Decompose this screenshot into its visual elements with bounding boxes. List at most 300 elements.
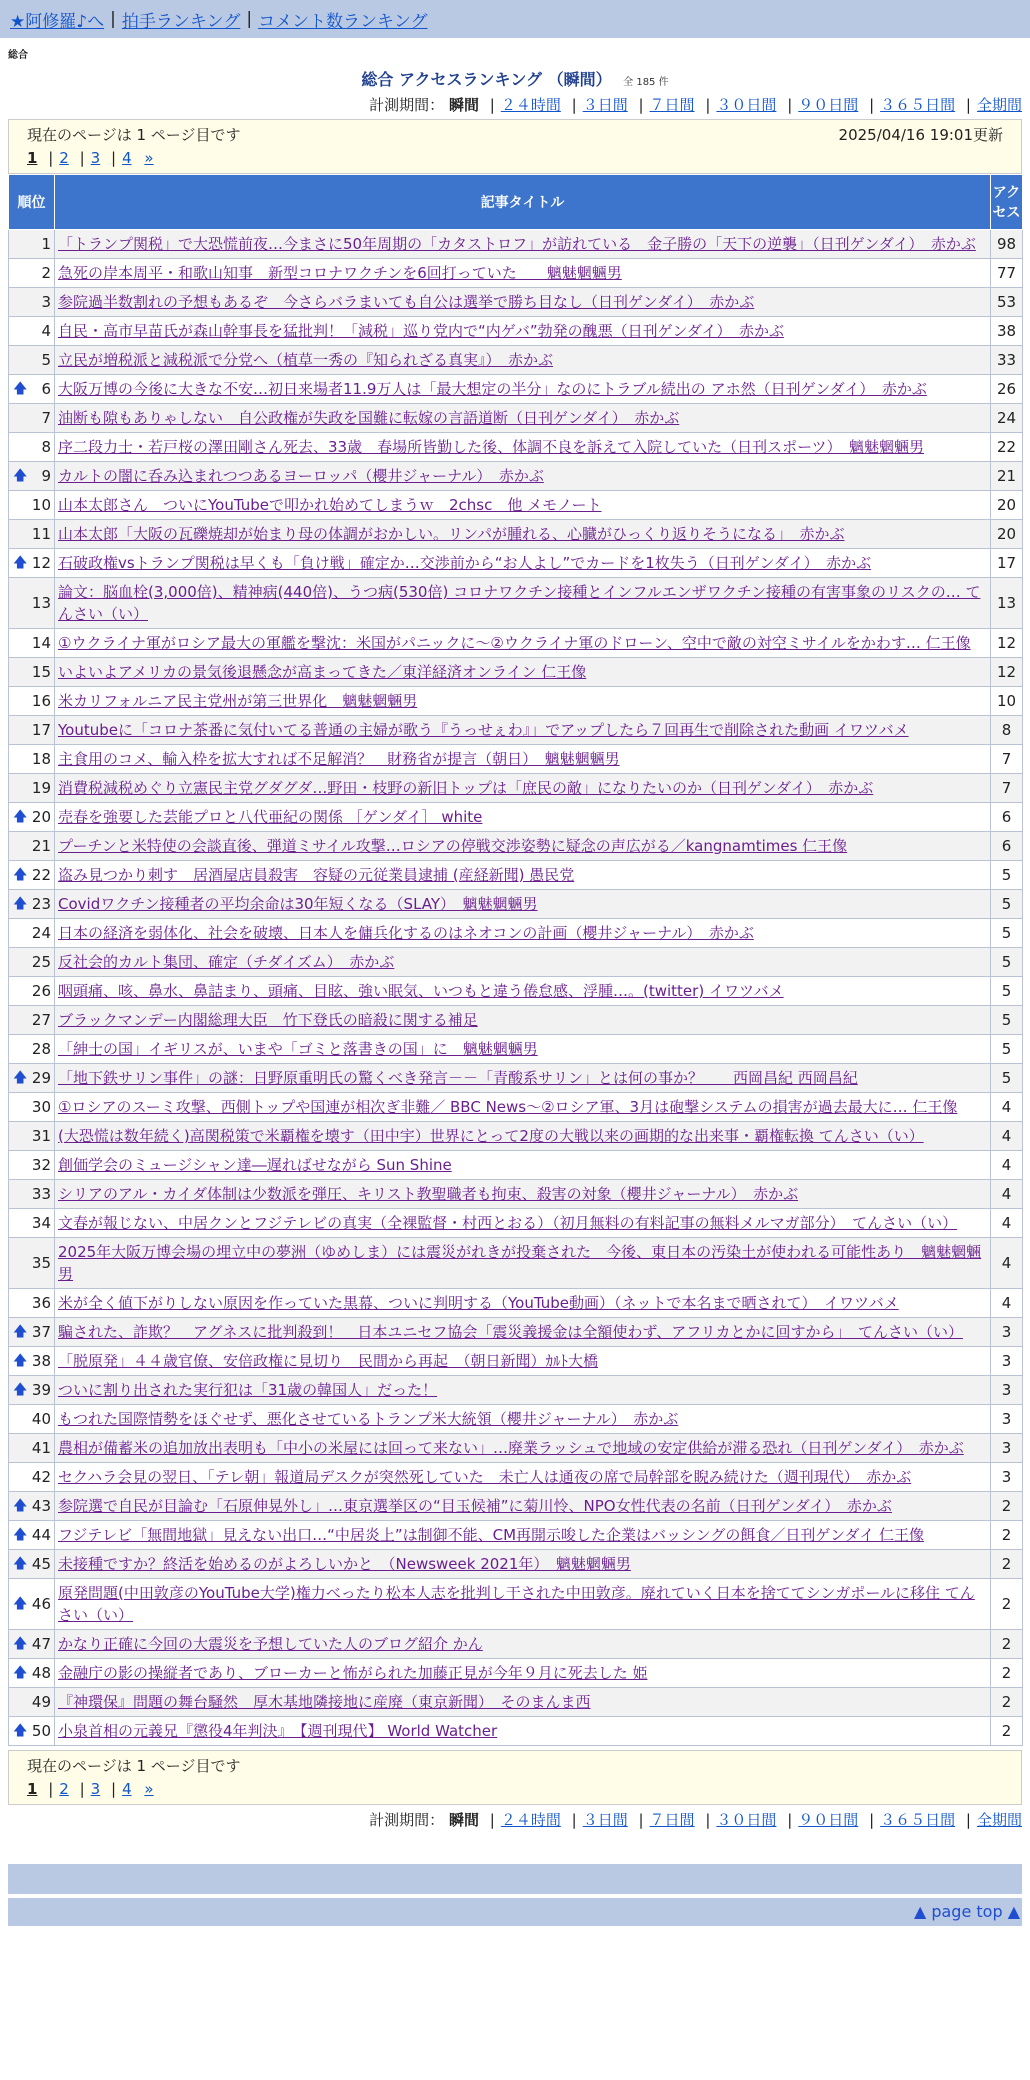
table-row <box>9 1550 1023 1579</box>
article-link[interactable]: 消費税減税めぐり立憲民主党グダグダ…野田・枝野の新旧トップは「庶民の敵」になりたいのか（日刊ゲンダイ） 赤かぶ <box>58 779 874 797</box>
article-link[interactable]: 未接種ですか？終活を始めるのがよろしいかと （Newsweek 2021年） 魑魅魍魎男 <box>58 1555 631 1573</box>
rank-number: 35 <box>31 1254 51 1272</box>
rank-cell <box>9 230 55 259</box>
article-link[interactable]: 盗み見つかり刺す 居酒屋店員殺害 容疑の元従業員逮捕 (産経新聞) 愚民党 <box>58 866 575 884</box>
header-rank: 順位 <box>9 175 55 230</box>
access-count: 5 <box>991 1006 1023 1035</box>
article-link[interactable]: プーチンと米特使の会談直後、弾道ミサイル攻撃…ロシアの停戦交渉姿勢に疑念の声広がる／kangnamtimes 仁王像 <box>58 837 848 855</box>
title-cell <box>55 948 991 977</box>
article-link[interactable]: 石破政権vsトランプ関税は早くも「負け戦」確定か…交渉前から“お人よし”でカードを1枚失う（日刊ゲンダイ） 赤かぶ <box>58 554 872 572</box>
title-cell <box>55 1550 991 1579</box>
rank-number: 12 <box>31 554 51 572</box>
article-link[interactable]: 日本の経済を弱体化、社会を破壊、日本人を傭兵化するのはネオコンの計画（櫻井ジャーナル） 赤かぶ <box>58 924 754 942</box>
title-cell <box>55 1659 991 1688</box>
rank-cell <box>9 1492 55 1521</box>
rank-cell <box>9 1238 55 1289</box>
page-link-3[interactable]: 3 <box>90 1780 101 1798</box>
updated-time: 2025/04/16 19:01更新 <box>838 126 1003 144</box>
rank-number: 48 <box>31 1664 51 1682</box>
access-count: 5 <box>991 890 1023 919</box>
access-count: 6 <box>991 803 1023 832</box>
rank-cell <box>9 658 55 687</box>
rank-cell <box>9 1347 55 1376</box>
rank-number: 36 <box>31 1294 51 1312</box>
table-row <box>9 1376 1023 1405</box>
rank-cell <box>9 861 55 890</box>
table-row <box>9 716 1023 745</box>
table-row <box>9 1659 1023 1688</box>
rank-number: 50 <box>31 1722 51 1740</box>
table-row <box>9 1521 1023 1550</box>
rank-cell <box>9 1717 55 1746</box>
rank-number: 38 <box>31 1352 51 1370</box>
table-row <box>9 1151 1023 1180</box>
period-link-7d[interactable]: ７日間 <box>649 96 695 114</box>
access-count: 2 <box>991 1688 1023 1717</box>
title-cell <box>55 549 991 578</box>
access-count: 2 <box>991 1717 1023 1746</box>
rank-cell <box>9 890 55 919</box>
rank-cell <box>9 629 55 658</box>
access-count: 5 <box>991 1064 1023 1093</box>
title-cell <box>55 745 991 774</box>
rank-up-arrow-icon: 🡅 <box>13 468 28 484</box>
rank-number: 11 <box>31 525 51 543</box>
article-link[interactable]: 『神環保』問題の舞台騒然 厚木基地隣接地に産廃（東京新聞） そのまんま西 <box>58 1693 591 1711</box>
article-link[interactable]: 油断も隙もありゃしない 自公政権が失政を国難に転嫁の言語道断（日刊ゲンダイ） 赤かぶ <box>58 409 680 427</box>
article-link[interactable]: フジテレビ「無間地獄」見えない出口…“中居炎上”は制御不能、CM再開示唆した企業はバッシングの餌食／日刊ゲンダイ 仁王像 <box>58 1526 924 1544</box>
access-count: 3 <box>991 1347 1023 1376</box>
access-count: 2 <box>991 1521 1023 1550</box>
article-link[interactable]: セクハラ会見の翌日、「テレ朝」報道局デスクが突然死していた 未亡人は通夜の席で局幹部を睨み続けた（週刊現代） 赤かぶ <box>58 1468 912 1486</box>
rank-number: 21 <box>31 837 51 855</box>
access-count: 4 <box>991 1180 1023 1209</box>
title-cell <box>55 1289 991 1318</box>
rank-cell <box>9 745 55 774</box>
rank-cell <box>9 948 55 977</box>
rank-cell <box>9 1035 55 1064</box>
rank-number: 9 <box>41 467 51 485</box>
period-link-30d[interactable]: ３０日間 <box>716 96 777 114</box>
article-link[interactable]: Covidワクチン接種者の平均余命は30年短くなる（SLAY） 魑魅魍魎男 <box>58 895 538 913</box>
table-row <box>9 1289 1023 1318</box>
table-row <box>9 687 1023 716</box>
title-cell <box>55 259 991 288</box>
article-link[interactable]: ①ロシアのスーミ攻撃、西側トップや国連が相次ぎ非難／ BBC News～②ロシア軍、3月は砲撃システムの損害が過去最大に… 仁王像 <box>58 1098 958 1116</box>
article-link[interactable]: 主食用のコメ、輸入枠を拡大すれば不足解消？ 財務省が提言（朝日） 魑魅魍魎男 <box>58 750 620 768</box>
rank-number: 19 <box>31 779 51 797</box>
access-count: 4 <box>991 1122 1023 1151</box>
access-count: 4 <box>991 1289 1023 1318</box>
access-count: 3 <box>991 1318 1023 1347</box>
title-cell <box>55 1318 991 1347</box>
table-row <box>9 1688 1023 1717</box>
access-count: 5 <box>991 1035 1023 1064</box>
table-row <box>9 1035 1023 1064</box>
rank-number: 7 <box>41 409 51 427</box>
rank-cell <box>9 1405 55 1434</box>
header-access: アクセス <box>991 175 1023 230</box>
access-count: 3 <box>991 1463 1023 1492</box>
table-row <box>9 832 1023 861</box>
article-link[interactable]: 創価学会のミュージシャン達―遅ればせながら Sun Shine <box>58 1156 452 1174</box>
title-cell <box>55 288 991 317</box>
rank-number: 39 <box>31 1381 51 1399</box>
article-link[interactable]: ついに割り出された実行犯は「31歳の韓国人」だった！ <box>58 1381 438 1399</box>
rank-cell <box>9 1209 55 1238</box>
header-title: 記事タイトル <box>55 175 991 230</box>
table-row <box>9 745 1023 774</box>
table-row <box>9 1579 1023 1630</box>
page-link-4[interactable]: 4 <box>122 1780 132 1798</box>
article-link[interactable]: 騙された、詐欺？ アグネスに批判殺到！ 日本ユニセフ協会「震災義援金は全額使わず、アフリカとかに回すから」 てんさい（い） <box>58 1323 963 1341</box>
rank-cell <box>9 1579 55 1630</box>
rank-cell <box>9 1688 55 1717</box>
rank-up-arrow-icon: 🡅 <box>13 1723 28 1739</box>
rank-number: 3 <box>41 293 51 311</box>
table-row <box>9 549 1023 578</box>
period-link-365d[interactable]: ３６５日間 <box>880 96 956 114</box>
article-link[interactable]: 立民が増税派と減税派で分党へ（植草一秀の『知られざる真実』） 赤かぶ <box>58 351 554 369</box>
page-next[interactable]: » <box>144 1780 154 1798</box>
nav-comment-ranking[interactable]: コメント数ランキング <box>258 11 428 32</box>
period-link-30d[interactable]: ３０日間 <box>716 1811 777 1829</box>
rank-number: 28 <box>31 1040 51 1058</box>
page-link-2[interactable]: 2 <box>59 1780 69 1798</box>
rank-number: 47 <box>31 1635 51 1653</box>
pager-bottom: 現在のページは 1 ページ目です 1 | 2 | 3 | 4 » <box>8 1750 1022 1805</box>
table-row <box>9 1717 1023 1746</box>
period-link-7d[interactable]: ７日間 <box>649 1811 695 1829</box>
title-cell <box>55 578 991 629</box>
article-link[interactable]: ブラックマンデー内閣総理大臣 竹下登氏の暗殺に関する補足 <box>58 1011 478 1029</box>
article-link[interactable]: カルトの闇に呑み込まれつつあるヨーロッパ（櫻井ジャーナル） 赤かぶ <box>58 467 544 485</box>
article-link[interactable]: 「紳士の国」イギリスが、いまや「ゴミと落書きの国」に 魑魅魍魎男 <box>58 1040 538 1058</box>
rank-number: 31 <box>31 1127 51 1145</box>
title-cell <box>55 1717 991 1746</box>
table-row <box>9 774 1023 803</box>
ranking-body <box>9 230 1023 1746</box>
article-link[interactable]: 山本太郎さん ついにYouTubeで叩かれ始めてしまうｗ 2chsc 他 メモノート <box>58 496 602 514</box>
table-row <box>9 462 1023 491</box>
table-row <box>9 1492 1023 1521</box>
rank-cell <box>9 1521 55 1550</box>
article-link[interactable]: 原発問題(中田敦彦のYouTube大学)権力べったり松本人志を批判し干された中田敦彦。廃れていく日本を捨ててシンガポールに移住 てんさい（い） <box>58 1584 975 1624</box>
page-heading <box>0 67 1030 90</box>
title-cell <box>55 1151 991 1180</box>
access-count: 22 <box>991 433 1023 462</box>
article-link[interactable]: 自民・高市早苗氏が森山幹事長を猛批判！「減税」巡り党内で“内ゲバ”勃発の醜悪（日刊ゲンダイ） 赤かぶ <box>58 322 784 340</box>
rank-number: 6 <box>41 380 51 398</box>
title-cell <box>55 687 991 716</box>
rank-number: 24 <box>31 924 51 942</box>
section-label: 総合 <box>8 50 28 61</box>
access-count: 3 <box>991 1434 1023 1463</box>
access-count: 17 <box>991 549 1023 578</box>
page-top-link[interactable]: ▲ page top ▲ <box>913 1902 1020 1921</box>
rank-cell <box>9 1318 55 1347</box>
table-row <box>9 1209 1023 1238</box>
title-cell <box>55 1064 991 1093</box>
page-link-2[interactable]: 2 <box>59 149 69 167</box>
rank-up-arrow-icon: 🡅 <box>13 1665 28 1681</box>
page-title: 総合 アクセスランキング （瞬間） <box>361 70 612 89</box>
article-link[interactable]: かなり正確に今回の大震災を予想していた人のブログ紹介 かん <box>58 1635 483 1653</box>
title-cell <box>55 433 991 462</box>
title-cell <box>55 1463 991 1492</box>
period-selector-bottom: 計測期間： 瞬間 | ２４時間 | ３日間 | ７日間 | ３０日間 | ９０日間 | ３６５日間 | 全期間 <box>369 1811 1022 1829</box>
article-link[interactable]: いよいよアメリカの景気後退懸念が高まってきた／東洋経済オンライン 仁王像 <box>58 663 587 681</box>
rank-number: 43 <box>31 1497 51 1515</box>
rank-number: 16 <box>31 692 51 710</box>
table-row <box>9 658 1023 687</box>
nav-separator: | <box>110 9 116 29</box>
table-row <box>9 977 1023 1006</box>
title-cell <box>55 1405 991 1434</box>
table-row <box>9 259 1023 288</box>
table-row <box>9 1630 1023 1659</box>
table-row <box>9 230 1023 259</box>
table-row <box>9 1238 1023 1289</box>
article-link[interactable]: 金融庁の影の操縦者であり、ブローカーと怖がられた加藤正見が今年９月に死去した 姫 <box>58 1664 648 1682</box>
rank-number: 14 <box>31 634 51 652</box>
footer-bar <box>8 1864 1022 1894</box>
period-current: 瞬間 <box>448 96 479 114</box>
article-link[interactable]: 山本太郎「大阪の瓦礫焼却が始まり母の体調がおかしい。リンパが腫れる、心臓がひっくり返りそうになる」 赤かぶ <box>58 525 845 543</box>
nav-clap-ranking[interactable]: 拍手ランキング <box>121 11 241 32</box>
rank-cell <box>9 462 55 491</box>
access-count: 33 <box>991 346 1023 375</box>
article-link[interactable]: 参院過半数割れの予想もあるぞ 今さらバラまいても自公は選挙で勝ち目なし（日刊ゲンダイ） 赤かぶ <box>58 293 755 311</box>
title-cell <box>55 1630 991 1659</box>
article-link[interactable]: 「脱原発」４４歳官僚、安倍政権に見切り 民間から再起 （朝日新聞）ｶﾙﾄ大橋 <box>58 1352 599 1370</box>
access-count: 4 <box>991 1151 1023 1180</box>
rank-number: 46 <box>31 1595 51 1613</box>
rank-number: 41 <box>31 1439 51 1457</box>
access-count: 10 <box>991 687 1023 716</box>
article-link[interactable]: ①ウクライナ軍がロシア最大の軍艦を撃沈：米国がパニックに～②ウクライナ軍のドローン、空中で敵の対空ミサイルをかわす… 仁王像 <box>58 634 971 652</box>
title-cell <box>55 346 991 375</box>
rank-cell <box>9 1550 55 1579</box>
table-row <box>9 890 1023 919</box>
title-cell <box>55 890 991 919</box>
rank-number: 27 <box>31 1011 51 1029</box>
rank-cell <box>9 803 55 832</box>
title-cell <box>55 1492 991 1521</box>
access-count: 4 <box>991 1093 1023 1122</box>
rank-cell <box>9 375 55 404</box>
table-row <box>9 317 1023 346</box>
rank-cell <box>9 1122 55 1151</box>
rank-cell <box>9 491 55 520</box>
nav-asyura-home[interactable]: ★阿修羅♪へ <box>10 11 105 32</box>
period-label: 計測期間： <box>369 96 445 114</box>
rank-up-arrow-icon: 🡅 <box>13 555 28 571</box>
rank-cell <box>9 1659 55 1688</box>
rank-number: 42 <box>31 1468 51 1486</box>
article-link[interactable]: 大阪万博の今後に大きな不安…初日来場者11.9万人は「最大想定の半分」なのにトラブル続出の アホ然（日刊ゲンダイ） 赤かぶ <box>58 380 927 398</box>
title-cell <box>55 462 991 491</box>
rank-number: 49 <box>31 1693 51 1711</box>
rank-up-arrow-icon: 🡅 <box>13 1527 28 1543</box>
page-current: 1 <box>27 1780 38 1798</box>
access-count: 20 <box>991 491 1023 520</box>
title-cell <box>55 977 991 1006</box>
article-link[interactable]: 論文：脳血栓(3,000倍)、精神病(440倍)、うつ病(530倍) コロナワクチン接種とインフルエンザワクチン接種の有害事象のリスクの… てんさい（い） <box>58 583 981 623</box>
rank-number: 4 <box>41 322 51 340</box>
title-cell <box>55 658 991 687</box>
period-link-24h[interactable]: ２４時間 <box>500 96 561 114</box>
title-cell <box>55 1093 991 1122</box>
table-row <box>9 1006 1023 1035</box>
period-link-all[interactable]: 全期間 <box>976 1811 1022 1829</box>
title-cell <box>55 1180 991 1209</box>
title-cell <box>55 1035 991 1064</box>
rank-cell <box>9 1376 55 1405</box>
rank-up-arrow-icon: 🡅 <box>13 381 28 397</box>
page-status: 現在のページは 1 ページ目です <box>27 1757 241 1775</box>
page-status: 現在のページは 1 ページ目です <box>27 126 241 144</box>
title-cell <box>55 774 991 803</box>
title-cell <box>55 1688 991 1717</box>
article-link[interactable]: Youtubeに「コロナ茶番に気付いてる普通の主婦が歌う『うっせぇわ』」でアップしたら７回再生で削除された動画 イワツバメ <box>58 721 909 739</box>
title-cell <box>55 803 991 832</box>
title-cell <box>55 1434 991 1463</box>
article-link[interactable]: 米が全く値下がりしない原因を作っていた黒幕、ついに判明する（YouTube動画）（ネットで本名まで晒されて） イワツバメ <box>58 1294 899 1312</box>
rank-up-arrow-icon: 🡅 <box>13 1596 28 1612</box>
access-count: 5 <box>991 948 1023 977</box>
period-link-3d[interactable]: ３日間 <box>582 96 628 114</box>
rank-number: 26 <box>31 982 51 1000</box>
rank-number: 20 <box>31 808 51 826</box>
article-link[interactable]: 急死の岸本周平・和歌山知事 新型コロナワクチンを6回打っていた 魑魅魍魎男 <box>58 264 622 282</box>
access-count: 13 <box>991 578 1023 629</box>
rank-cell <box>9 1093 55 1122</box>
rank-cell <box>9 687 55 716</box>
article-link[interactable]: 「トランプ関税」で大恐慌前夜…今まさに50年周期の「カタストロフ」が訪れている 金子勝の「天下の逆襲」（日刊ゲンダイ） 赤かぶ <box>58 235 976 253</box>
access-count: 2 <box>991 1579 1023 1630</box>
rank-cell <box>9 1289 55 1318</box>
access-count: 5 <box>991 861 1023 890</box>
rank-number: 25 <box>31 953 51 971</box>
period-link-90d[interactable]: ９０日間 <box>798 1811 859 1829</box>
rank-cell <box>9 1064 55 1093</box>
period-link-24h[interactable]: ２４時間 <box>500 1811 561 1829</box>
article-link[interactable]: 参院選で自民が目論む「石原伸晃外し」…東京選挙区の“目玉候補”に菊川怜、NPO女性代表の名前（日刊ゲンダイ） 赤かぶ <box>58 1497 892 1515</box>
article-link[interactable]: 反社会的カルト集団、確定（チダイズム） 赤かぶ <box>58 953 395 971</box>
rank-cell <box>9 346 55 375</box>
table-row <box>9 1318 1023 1347</box>
article-link[interactable]: もつれた国際情勢をほぐせず、悪化させているトランプ米大統領（櫻井ジャーナル） 赤かぶ <box>58 1410 679 1428</box>
rank-cell <box>9 520 55 549</box>
access-count: 4 <box>991 1238 1023 1289</box>
rank-up-arrow-icon: 🡅 <box>13 1324 28 1340</box>
rank-cell <box>9 1180 55 1209</box>
rank-number: 23 <box>31 895 51 913</box>
top-nav <box>0 0 1030 38</box>
rank-number: 8 <box>41 438 51 456</box>
period-link-all[interactable]: 全期間 <box>976 96 1022 114</box>
rank-up-arrow-icon: 🡅 <box>13 896 28 912</box>
access-count: 3 <box>991 1376 1023 1405</box>
title-cell <box>55 491 991 520</box>
rank-number: 40 <box>31 1410 51 1428</box>
table-row <box>9 1347 1023 1376</box>
rank-cell <box>9 549 55 578</box>
table-row <box>9 346 1023 375</box>
period-current: 瞬間 <box>448 1811 479 1829</box>
title-cell <box>55 1376 991 1405</box>
title-cell <box>55 1006 991 1035</box>
rank-cell <box>9 1630 55 1659</box>
title-cell <box>55 861 991 890</box>
article-link[interactable]: 文春が報じない、中居クンとフジテレビの真実（全裸監督・村西とおる）（初月無料の有料記事の無料メルマガ部分） てんさい（い） <box>58 1214 958 1232</box>
access-count: 26 <box>991 375 1023 404</box>
period-link-90d[interactable]: ９０日間 <box>798 96 859 114</box>
article-link[interactable]: 2025年大阪万博会場の埋立中の夢洲（ゆめしま）には震災がれきが投棄された 今後、東日本の汚染土が使われる可能性あり 魑魅魍魎男 <box>58 1243 982 1283</box>
rank-up-arrow-icon: 🡅 <box>13 1353 28 1369</box>
table-row <box>9 948 1023 977</box>
rank-number: 44 <box>31 1526 51 1544</box>
table-row <box>9 629 1023 658</box>
article-link[interactable]: 咽頭痛、咳、鼻水、鼻詰まり、頭痛、目眩、強い眠気、いつもと違う倦怠感、浮腫…。(twitter) イワツバメ <box>58 982 784 1000</box>
period-selector-top: 計測期間： 瞬間 | ２４時間 | ３日間 | ７日間 | ３０日間 | ９０日間 | ３６５日間 | 全期間 <box>369 96 1022 114</box>
access-count: 5 <box>991 919 1023 948</box>
table-row <box>9 1122 1023 1151</box>
table-row <box>9 288 1023 317</box>
access-count: 7 <box>991 745 1023 774</box>
article-link[interactable]: 小泉首相の元義兄『懲役4年判決』 【週刊現代】 World Watcher <box>58 1722 498 1740</box>
page-link-3[interactable]: 3 <box>90 149 101 167</box>
access-count: 5 <box>991 977 1023 1006</box>
access-count: 2 <box>991 1630 1023 1659</box>
table-row <box>9 861 1023 890</box>
rank-number: 37 <box>31 1323 51 1341</box>
article-link[interactable]: 農相が備蓄米の追加放出表明も「中小の米屋には回って来ない」…廃業ラッシュで地域の安定供給が滞る恐れ（日刊ゲンダイ） 赤かぶ <box>58 1439 964 1457</box>
rank-up-arrow-icon: 🡅 <box>13 1382 28 1398</box>
rank-cell <box>9 288 55 317</box>
period-link-3d[interactable]: ３日間 <box>582 1811 628 1829</box>
access-count: 6 <box>991 832 1023 861</box>
title-cell <box>55 832 991 861</box>
access-count: 12 <box>991 658 1023 687</box>
article-link[interactable]: シリアのアル・カイダ体制は少数派を弾圧、キリスト教聖職者も拘束、殺害の対象（櫻井ジャーナル） 赤かぶ <box>58 1185 799 1203</box>
article-link[interactable]: (大恐慌は数年続く)高関税策で米覇権を壊す（田中宇）世界にとって2度の大戦以来の画期的な出来事・覇権転換 てんさい（い） <box>58 1127 924 1145</box>
access-count: 12 <box>991 629 1023 658</box>
nav-separator: | <box>246 9 253 29</box>
rank-cell <box>9 832 55 861</box>
article-link[interactable]: 「地下鉄サリン事件」の謎：日野原重明氏の驚くべき発言－－「青酸系サリン」とは何の事か？ 西岡昌紀 西岡昌紀 <box>58 1069 858 1087</box>
access-count: 2 <box>991 1492 1023 1521</box>
table-row <box>9 433 1023 462</box>
title-cell <box>55 1347 991 1376</box>
article-link[interactable]: 売春を強要した芸能プロと八代亜紀の関係 ［ゲンダイ］ white <box>58 808 483 826</box>
title-cell <box>55 520 991 549</box>
rank-up-arrow-icon: 🡅 <box>13 1498 28 1514</box>
table-row <box>9 404 1023 433</box>
period-link-365d[interactable]: ３６５日間 <box>880 1811 956 1829</box>
article-link[interactable]: 序二段力士・若戸桜の澤田剛さん死去、33歳 春場所皆勤した後、体調不良を訴えて入院していた（日刊スポーツ） 魑魅魍魎男 <box>58 438 924 456</box>
page-link-4[interactable]: 4 <box>122 149 132 167</box>
rank-cell <box>9 774 55 803</box>
article-link[interactable]: 米カリフォルニア民主党州が第三世界化 魑魅魍魎男 <box>58 692 418 710</box>
page-next[interactable]: » <box>144 149 154 167</box>
rank-up-arrow-icon: 🡅 <box>13 867 28 883</box>
rank-number: 30 <box>31 1098 51 1116</box>
table-row <box>9 1434 1023 1463</box>
table-row <box>9 919 1023 948</box>
period-label: 計測期間： <box>369 1811 445 1829</box>
